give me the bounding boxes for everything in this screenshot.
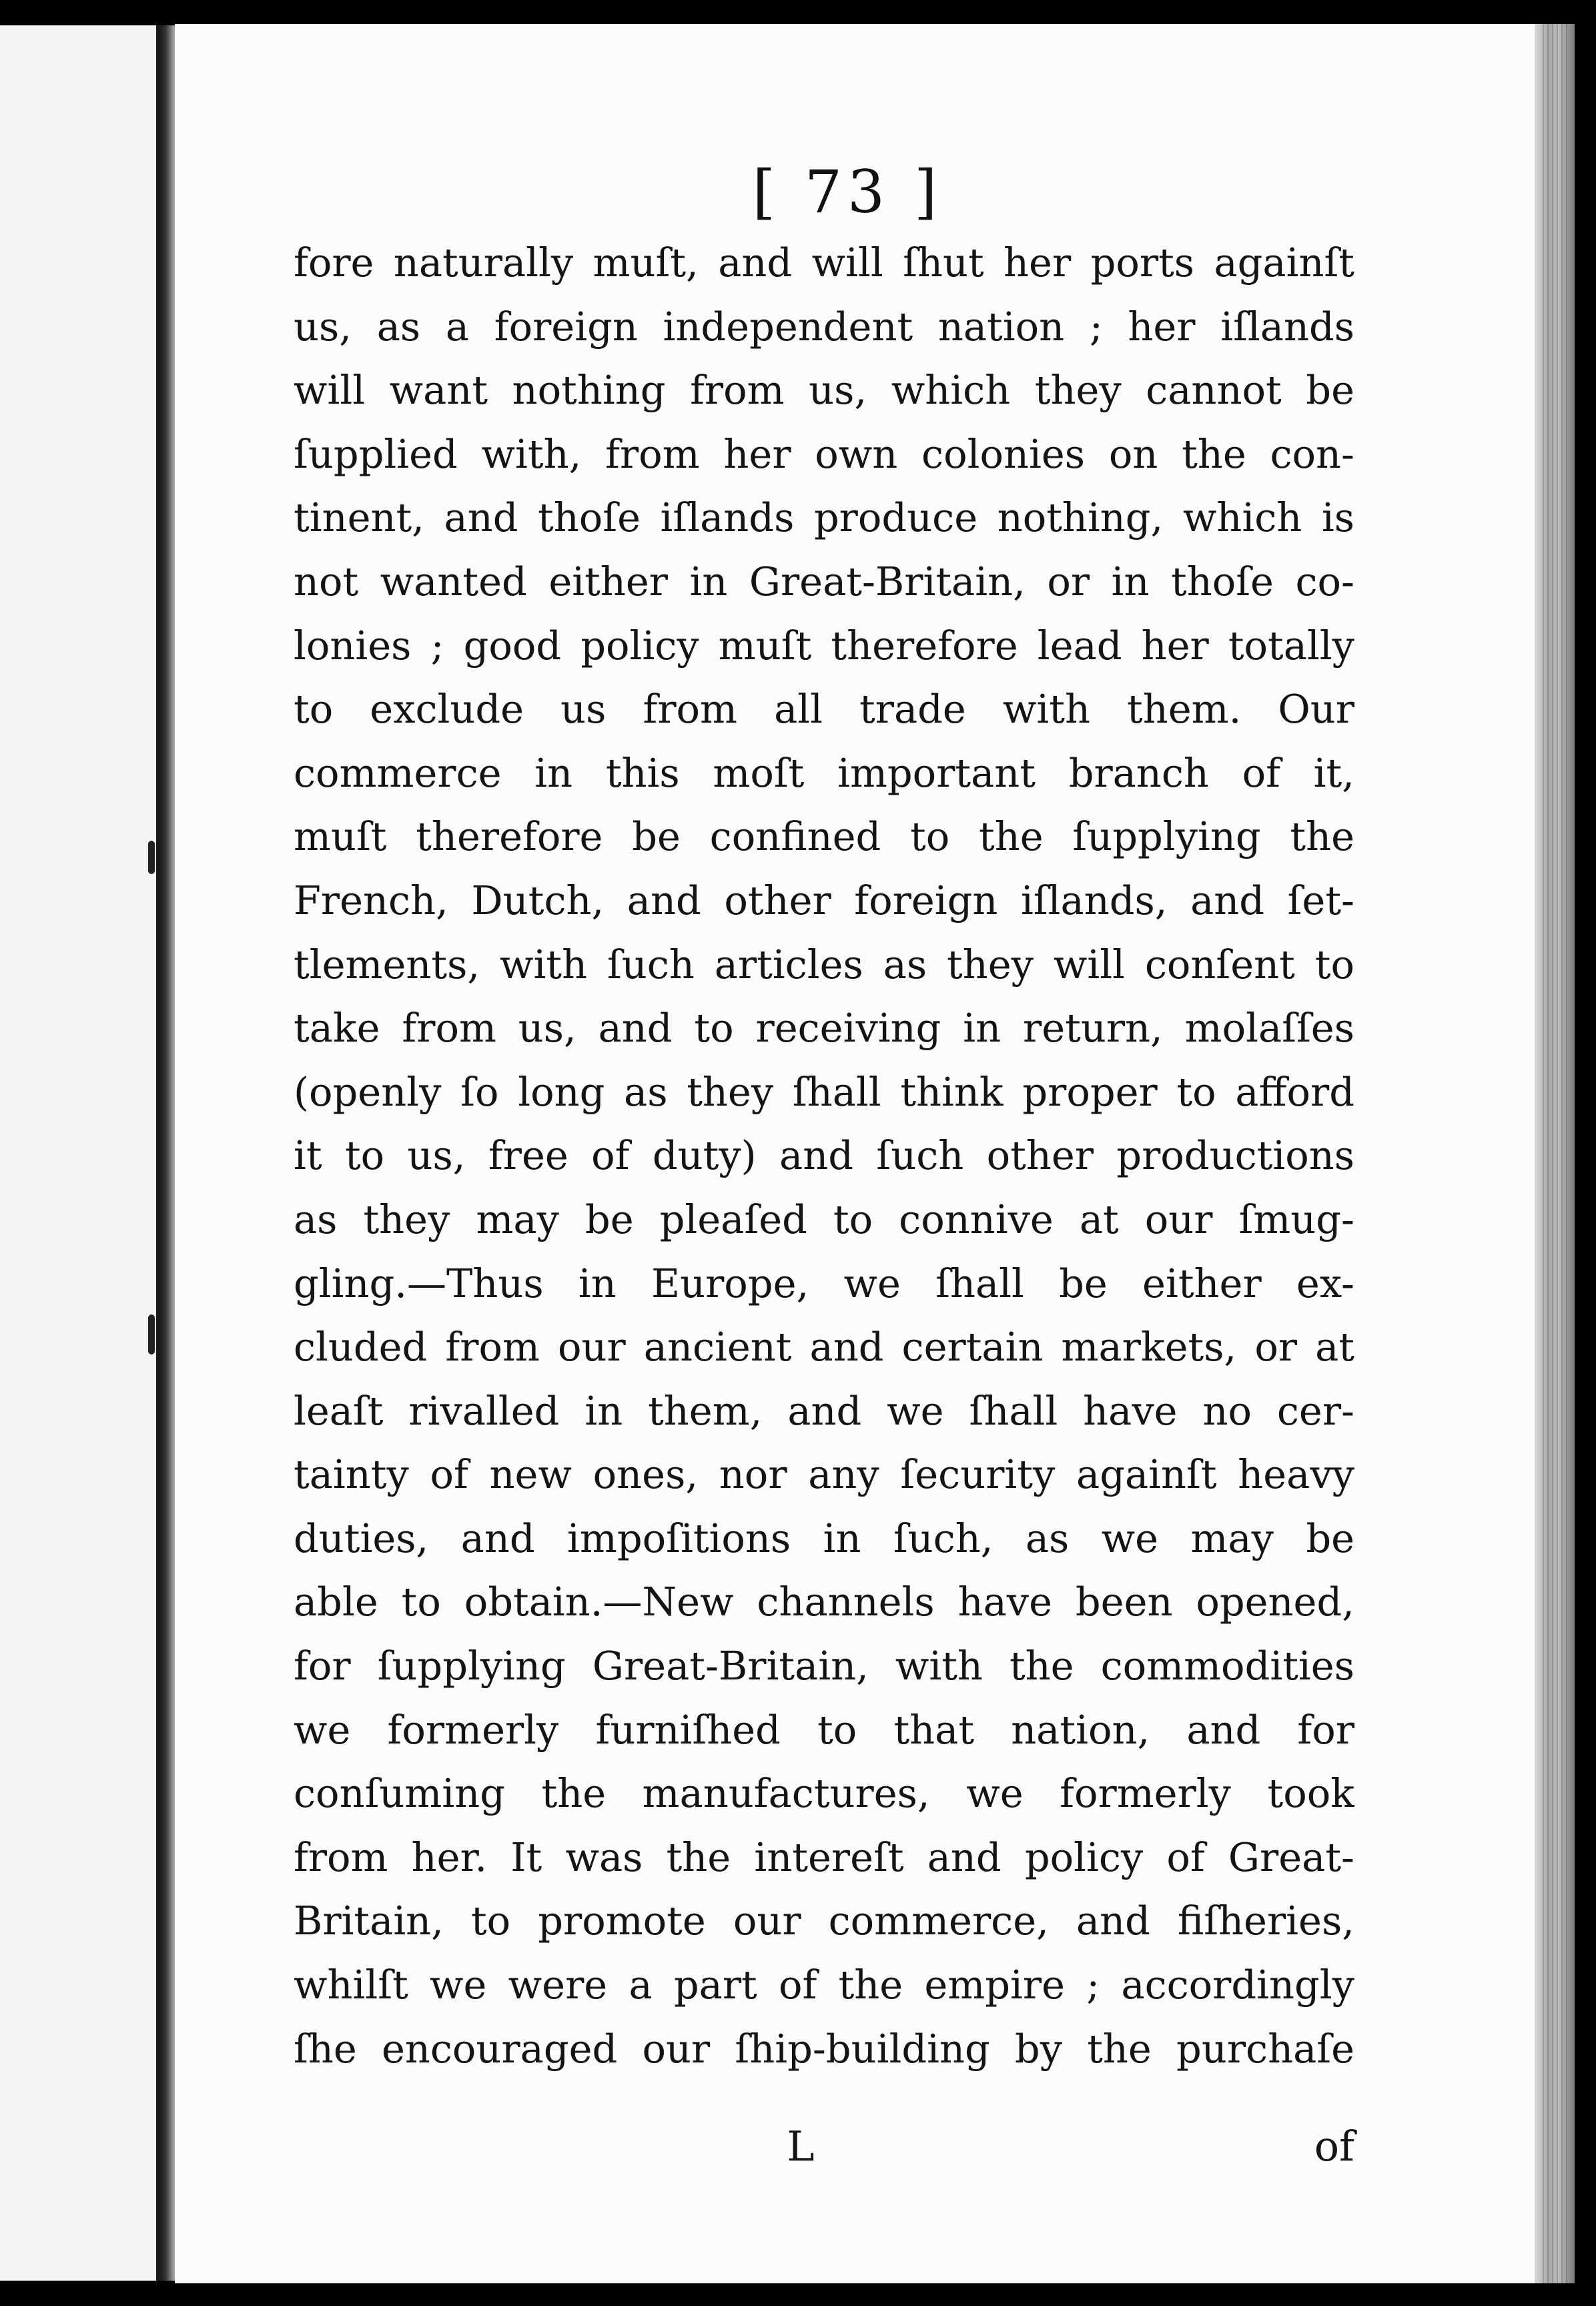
page-number: [ 73 ] [752,157,943,226]
text-line: lonies ; good policy muſt therefore lead her totally [294,622,1354,669]
text-line: it to us, free of duty) and ſuch other productions [294,1132,1354,1179]
signature-mark: L [787,2122,815,2171]
text-line: we formerly furniſhed to that nation, and for [294,1706,1354,1753]
text-line: to exclude us from all trade with them. Our [294,686,1354,733]
text-line: will want nothing from us, which they cannot be [294,367,1354,414]
text-line: (openly ſo long as they ſhall think proper to afford [294,1068,1354,1115]
binding-mark [148,841,155,874]
page-footer [294,2122,1354,2189]
text-line: tlements, with ſuch articles as they will conſent to [294,941,1354,988]
text-line: duties, and impoſitions in ſuch, as we may be [294,1515,1354,1561]
text-line: as they may be pleaſed to connive at our ſmug- [294,1196,1354,1242]
text-line: gling.—Thus in Europe, we ſhall be either ex- [294,1260,1354,1306]
page-stack-lines [1543,24,1569,2283]
text-line: able to obtain.—New channels have been opened, [294,1579,1354,1625]
text-line: French, Dutch, and other foreign iſlands, and ſet- [294,877,1354,923]
text-line: muſt therefore be confined to the ſupplying the [294,813,1354,860]
text-line: us, as a foreign independent nation ; her iſlands [294,303,1354,350]
text-line: cluded from our ancient and certain markets, or at [294,1324,1354,1371]
body-text [294,231,1354,2080]
text-line: ſupplied with, from her own colonies on the con- [294,430,1354,477]
text-line: fore naturally muſt, and will ſhut her ports againſt [294,240,1354,286]
text-line: commerce in this moſt important branch of it, [294,749,1354,796]
binding-mark [148,1314,155,1355]
text-line: tinent, and thoſe iſlands produce nothing, which is [294,494,1354,541]
text-line: from her. It was the intereſt and policy of Great- [294,1834,1354,1880]
text-line: tainty of new ones, nor any ſecurity againſt heavy [294,1451,1354,1498]
previous-page-edge [0,25,159,2281]
text-line: leaſt rivalled in them, and we ſhall have no cer- [294,1387,1354,1434]
text-line: conſuming the manufactures, we formerly took [294,1770,1354,1817]
text-line: for ſupplying Great-Britain, with the commodities [294,1643,1354,1689]
text-line: not wanted either in Great-Britain, or in thoſe co- [294,558,1354,605]
text-line: Britain, to promote our commerce, and fiſheries, [294,1898,1354,1944]
text-line: take from us, and to receiving in return, molaſſes [294,1005,1354,1052]
catchword: of [1314,2122,1354,2171]
text-line: ſhe encouraged our ſhip-building by the purchaſe [294,2025,1354,2072]
text-line: whilſt we were a part of the empire ; accordingly [294,1962,1354,2008]
